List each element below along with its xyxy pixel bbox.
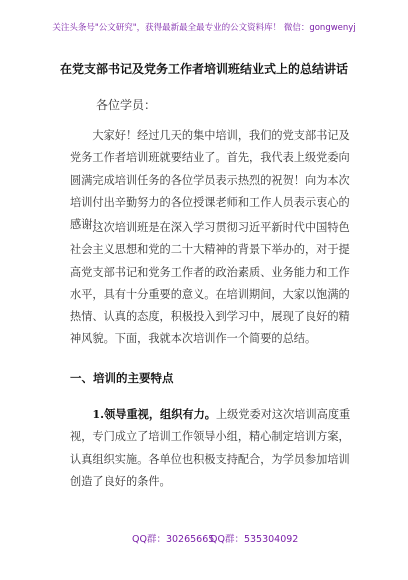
paragraph-line: 培训付出辛勤努力的各位授课老师和工作人员表示衷心的 bbox=[70, 195, 350, 209]
paragraph-line: 圆满完成培训任务的各位学员表示热烈的祝贺！向为本次 bbox=[70, 173, 350, 187]
paragraph-line: 神风貌。下面，我就本次培训作一个简要的总结。 bbox=[70, 332, 317, 346]
paragraph-line: 这次培训班是在深入学习贯彻习近平新时代中国特色 bbox=[92, 221, 350, 234]
paragraph-line: 感谢！ bbox=[70, 218, 104, 232]
paragraph-line: 党务工作者培训班就要结业了。首先，我代表上级党委向 bbox=[70, 151, 350, 165]
footer-qq-group-1: QQ群：30265665 bbox=[132, 534, 215, 545]
paragraph-line: 热情、认真的态度，积极投入到学习中，展现了良好的精 bbox=[70, 310, 350, 324]
paragraph-feature-1 bbox=[70, 403, 351, 493]
section-heading: 一、培训的主要特点 bbox=[70, 371, 174, 385]
paragraph-line: 水平，具有十分重要的意义。在培训期间，大家以饱满的 bbox=[70, 287, 350, 301]
document-title: 在党支部书记及党务工作者培训班结业式上的总结讲话 bbox=[59, 62, 348, 76]
paragraph-background bbox=[70, 217, 350, 351]
paragraph-line: 大家好！经过几天的集中培训，我们的党支部书记及 bbox=[92, 129, 350, 142]
feature-lead: 1.领导重视，组织有力。 bbox=[92, 407, 216, 421]
header-promo-note: 关注头条号"公文研究"，获得最新最全最专业的公文资料库！ 微信：gongwenyj bbox=[52, 23, 356, 33]
paragraph-line bbox=[70, 403, 351, 426]
feature-first-line: 上级党委对这次培训高度重 bbox=[215, 408, 351, 421]
paragraph-line: 创造了良好的条件。 bbox=[70, 474, 171, 488]
paragraph-line: 高党支部书记和党务工作者的政治素质、业务能力和工作 bbox=[70, 265, 350, 279]
footer-qq-group-2: QQ群：535304092 bbox=[210, 534, 299, 545]
salutation: 各位学员： bbox=[96, 98, 157, 112]
paragraph-line: 视，专门成立了培训工作领导小组，精心制定培训方案， bbox=[70, 430, 350, 444]
paragraph-line: 认真组织实施。各单位也积极支持配合，为学员参加培训 bbox=[70, 452, 350, 466]
paragraph-line: 社会主义思想和党的二十大精神的背景下举办的，对于提 bbox=[70, 243, 350, 257]
